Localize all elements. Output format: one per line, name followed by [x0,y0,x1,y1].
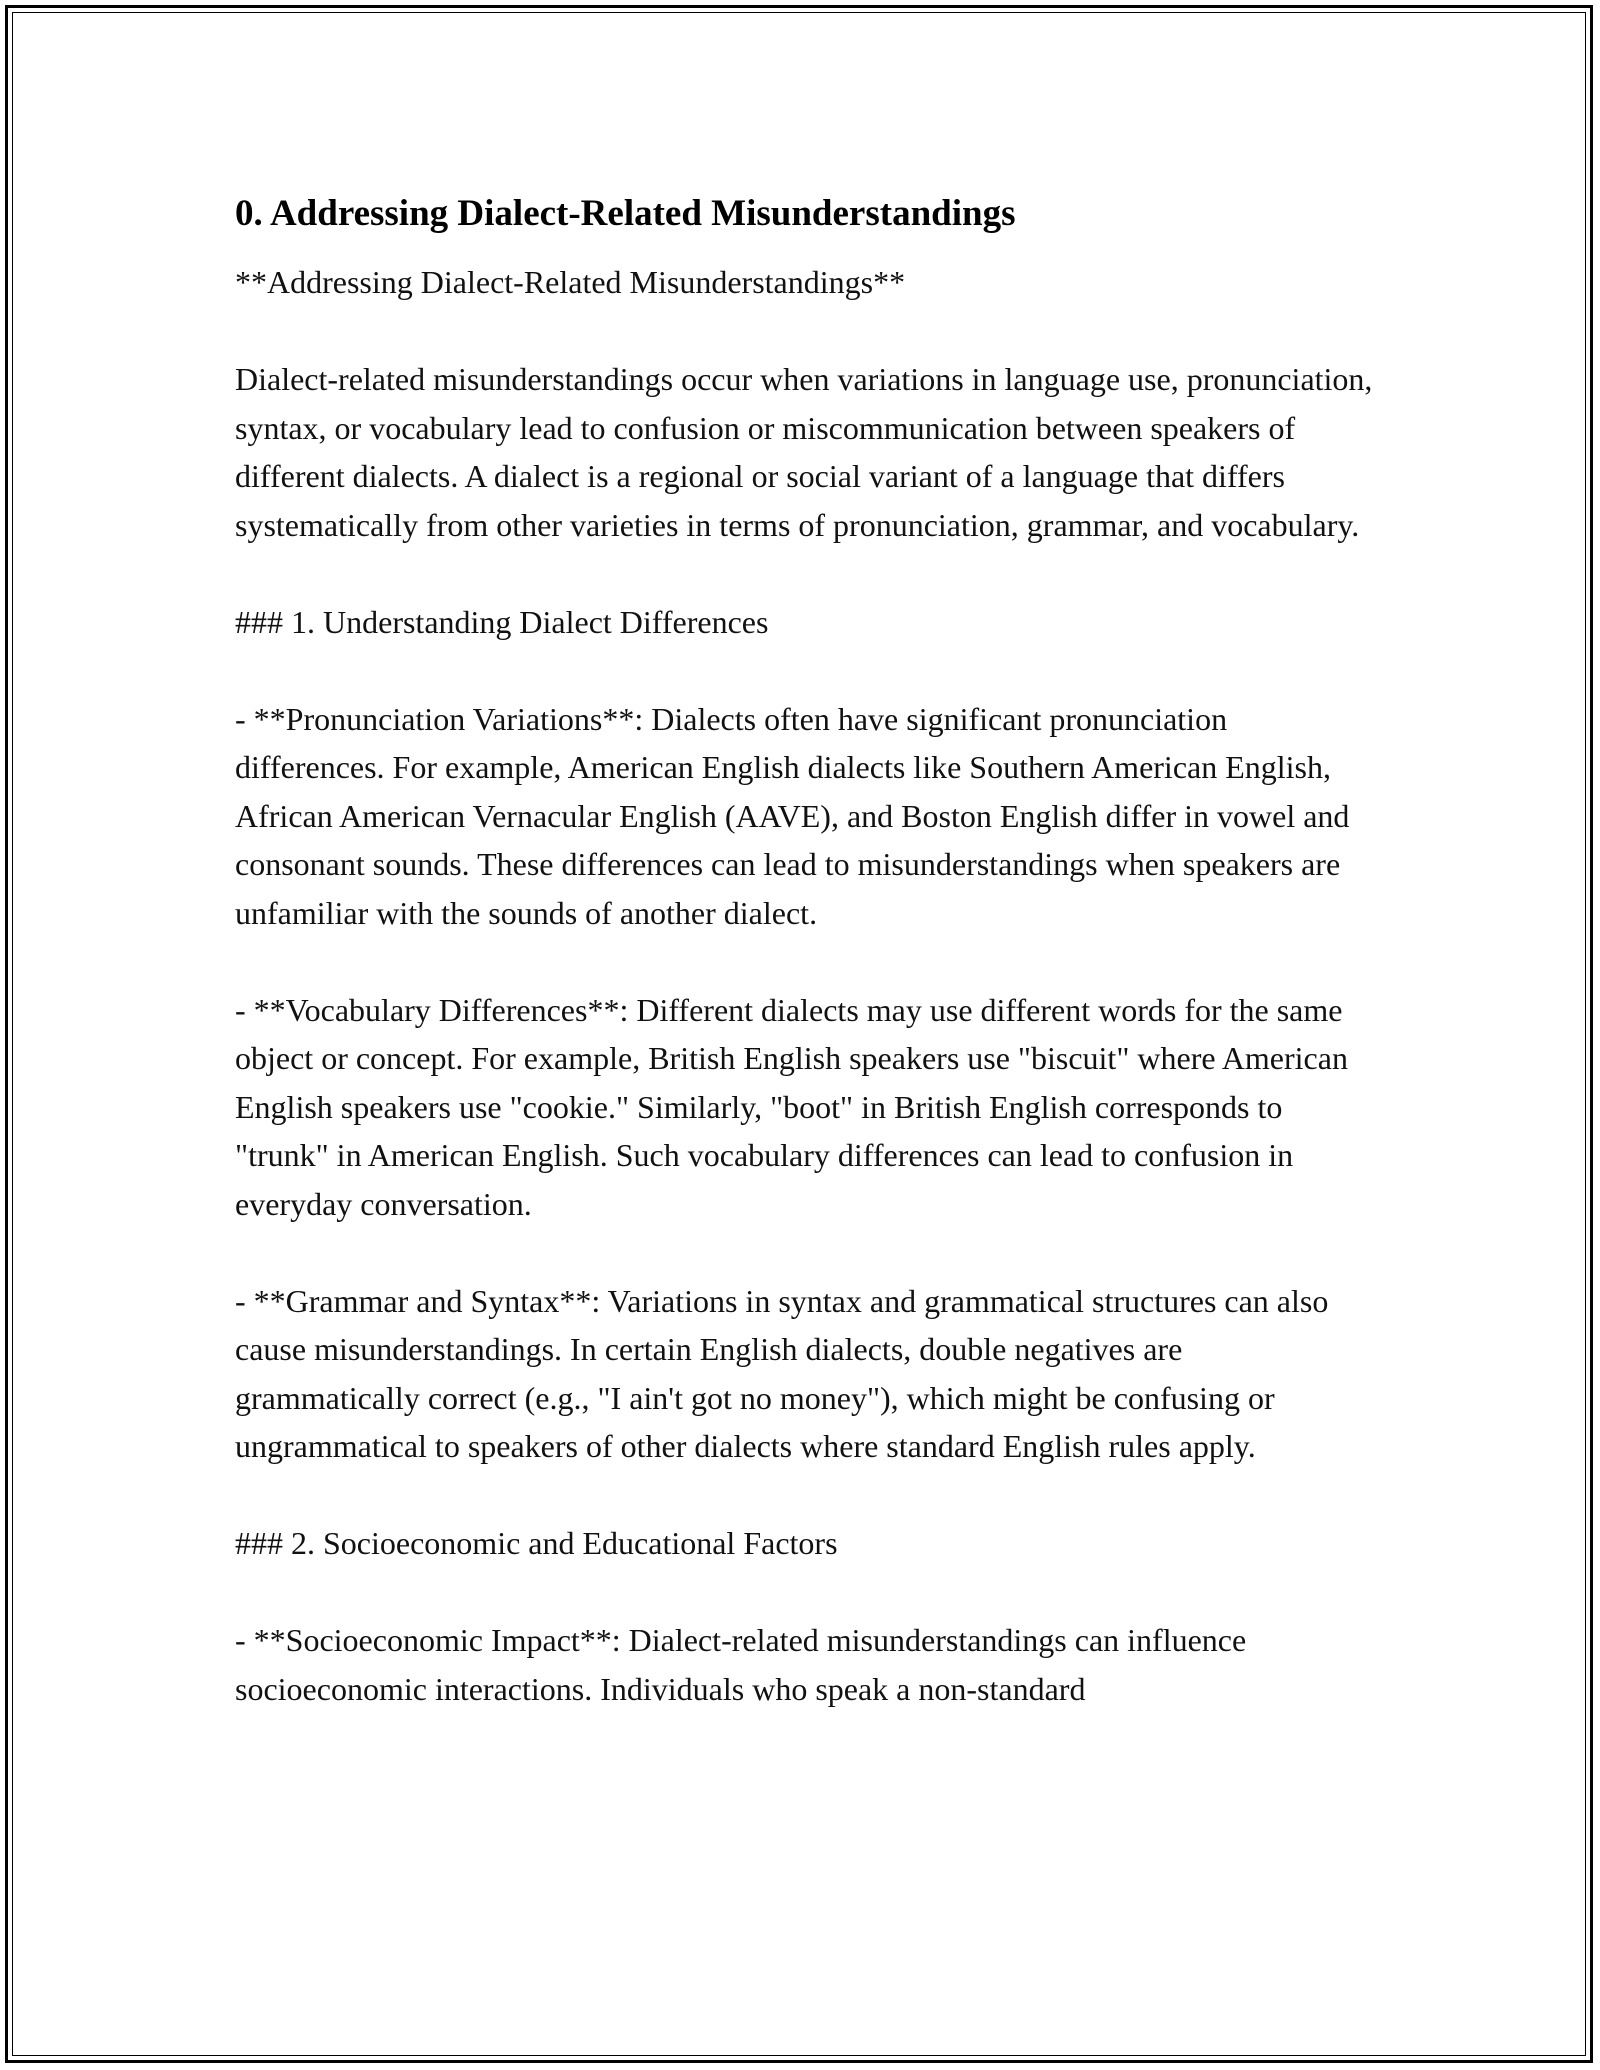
intro-paragraph: Dialect-related misunderstandings occur when variations in language use, pronunciation, syntax, or vocabulary lead to confusion or miscommunication between speakers of different dialects. A dialect is a regional or social variant of a language that differs systematically from other varieties in terms of pronunciation, grammar, and vocabulary. [235,361,1373,543]
section-heading-1: ### 1. Understanding Dialect Differences [235,603,769,640]
bold-heading-paragraph: **Addressing Dialect-Related Misunderstandings** [235,264,906,300]
document-title: 0. Addressing Dialect-Related Misunderstandings [235,193,1016,234]
document-body [235,258,1375,1713]
pronunciation-paragraph: - **Pronunciation Variations**: Dialects often have significant pronunciation differences. For example, American English dialects like Southern American English, African American Vernacular English (AAVE), and Boston English differ in vowel and consonant sounds. These differences can lead to misunderstandings when speakers are unfamiliar with the sounds of another dialect. [235,700,1350,931]
socioeconomic-paragraph: - **Socioeconomic Impact**: Dialect-related misunderstandings can influence socioeconomic interactions. Individuals who speak a non-standard [235,1622,1247,1707]
grammar-paragraph: - **Grammar and Syntax**: Variations in syntax and grammatical structures can also cause misunderstandings. In certain English dialects, double negatives are grammatically correct (e.g., "I ain't got no money"), which might be confusing or ungrammatical to speakers of other dialects where standard English rules apply. [235,1282,1329,1464]
document-content [235,180,1375,1713]
section-heading-2: ### 2. Socioeconomic and Educational Factors [235,1525,838,1561]
vocabulary-paragraph: - **Vocabulary Differences**: Different dialects may use different words for the same object or concept. For example, British English speakers use "biscuit" where American English speakers use "cookie." Similarly, "boot" in British English corresponds to "trunk" in American English. Such vocabulary differences can lead to confusion in everyday conversation. [235,991,1348,1222]
